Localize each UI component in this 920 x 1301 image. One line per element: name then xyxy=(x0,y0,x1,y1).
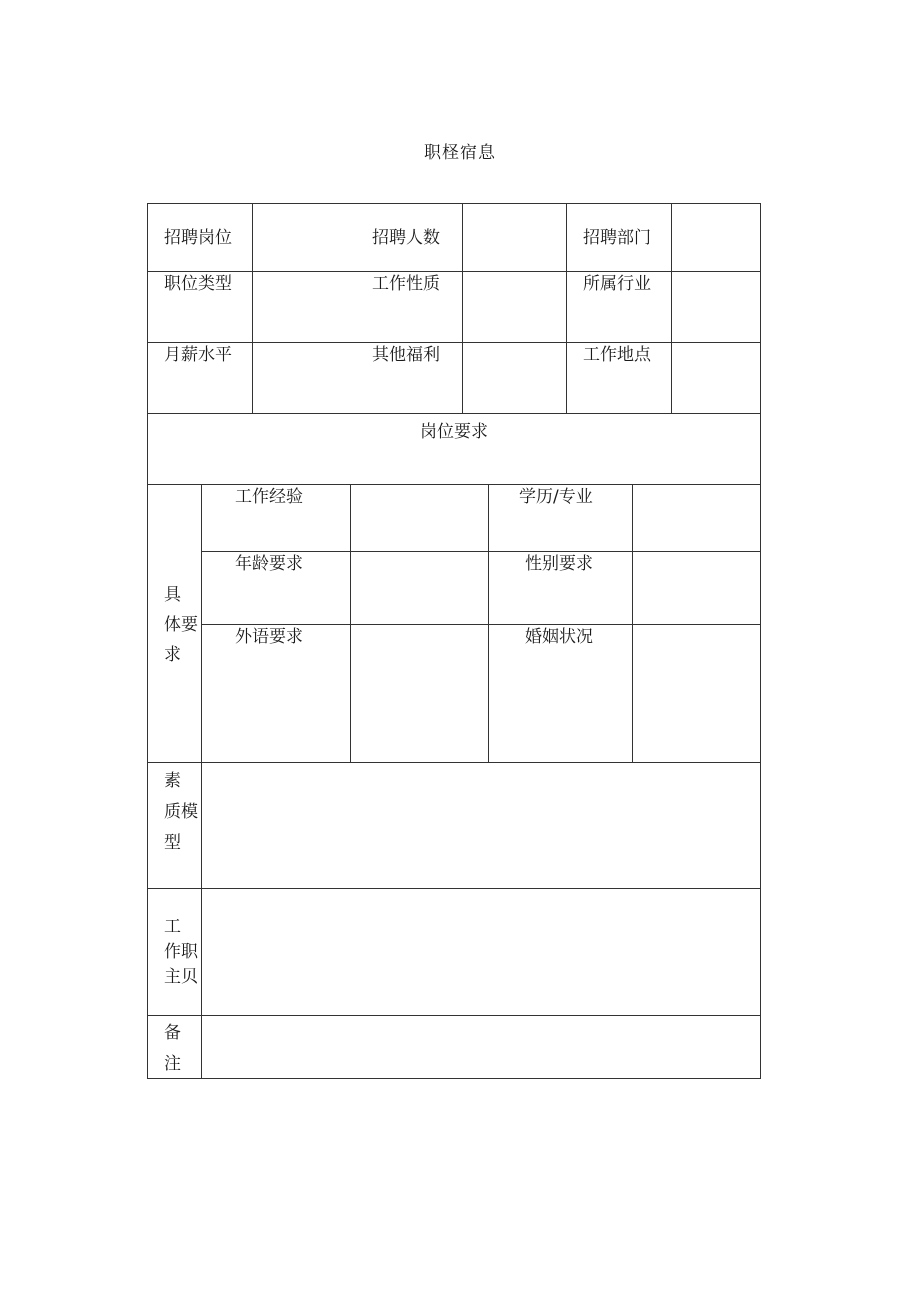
label-age-requirement: 年龄要求 xyxy=(235,554,303,574)
document-title: 职柽宿息 xyxy=(424,143,496,163)
label-work-experience: 工作经验 xyxy=(235,487,303,507)
label-remarks: 备 注 xyxy=(164,1023,181,1074)
section-job-requirements: 岗位要求 xyxy=(420,422,488,442)
label-job-duties: 工 作职 主贝 xyxy=(164,917,198,987)
label-marital-status: 婚姻状况 xyxy=(525,627,593,647)
label-education-major: 学历/专业 xyxy=(519,487,593,507)
label-gender-requirement: 性别要求 xyxy=(525,554,593,574)
label-industry: 所属行业 xyxy=(583,274,651,294)
label-job-type: 职位类型 xyxy=(164,274,232,294)
label-work-nature: 工作性质 xyxy=(372,274,440,294)
label-location: 工作地点 xyxy=(583,345,651,365)
label-recruit-department: 招聘部门 xyxy=(583,228,651,248)
label-language-requirement: 外语要求 xyxy=(235,627,303,647)
label-salary: 月薪水平 xyxy=(164,345,232,365)
label-specific-requirements: 具 体要 求 xyxy=(164,585,198,665)
label-recruit-position: 招聘岗位 xyxy=(164,228,232,248)
label-competency-model: 素 质模 型 xyxy=(164,771,198,853)
label-benefits: 其他福利 xyxy=(372,345,440,365)
label-recruit-headcount: 招聘人数 xyxy=(372,228,440,248)
